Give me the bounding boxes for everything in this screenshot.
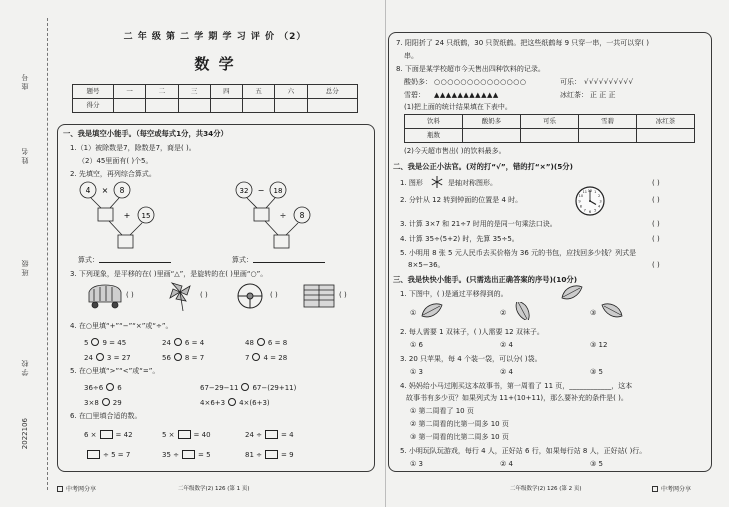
question-6: 6. 在□里填合适的数。 bbox=[70, 412, 142, 420]
seat-number-label: 座号 bbox=[21, 72, 29, 90]
choice-option: ① 第二周看了 10 页 bbox=[410, 407, 474, 415]
q4-item-left: 7 bbox=[245, 354, 250, 362]
q4-item-right: 9 = 45 bbox=[102, 339, 127, 347]
choice-option: ② 4 bbox=[500, 460, 513, 468]
answer-circle bbox=[174, 353, 182, 361]
drink-table-count-row bbox=[405, 129, 695, 143]
score-table-cell: 五 bbox=[243, 85, 275, 99]
clock-image bbox=[574, 185, 606, 217]
score-table-empty-cell bbox=[210, 99, 242, 113]
diagram-left-operator-1: × bbox=[101, 186, 109, 195]
drink-table-cell: 雪碧 bbox=[579, 115, 637, 129]
score-table-empty-cell bbox=[114, 99, 146, 113]
answer-circle bbox=[102, 398, 110, 406]
drink-stat-table bbox=[404, 114, 695, 143]
choice-question-3: 3. 20 只苹果，每 4 个装一袋，可以分( )袋。 bbox=[400, 355, 542, 363]
drink-table-cell: 冰红茶 bbox=[637, 115, 695, 129]
exam-title: 二 年 级 第 二 学 期 学 习 评 价 （2） bbox=[123, 32, 307, 42]
clock-number: 6 bbox=[588, 209, 592, 214]
drink-table-cell: 饮料 bbox=[405, 115, 463, 129]
clock-number: 2 bbox=[597, 194, 601, 199]
q6-item bbox=[84, 450, 130, 459]
question-7-line-2: 串。 bbox=[404, 52, 418, 60]
leaf-option-1-image bbox=[420, 302, 444, 320]
judge-item-5-line-1: 5. 小明用 8 张 5 元人民币去买价格为 36 元的书包，应找回多少钱？列式是 bbox=[400, 249, 637, 257]
score-table bbox=[72, 84, 358, 113]
drink-table-empty-cell bbox=[637, 129, 695, 143]
q5-item-right: 29 bbox=[112, 399, 122, 407]
clock-number: 1 bbox=[594, 190, 597, 195]
q4-item bbox=[245, 338, 287, 347]
q6-item-right: = 9 bbox=[281, 451, 294, 459]
q4-item-left: 5 bbox=[84, 339, 89, 347]
question-1-part-1: 1.（1）被除数是7，除数是7，商是( )。 bbox=[70, 144, 196, 152]
diagram-left-number-a: 4 bbox=[85, 186, 91, 195]
q4-item-left: 24 bbox=[162, 339, 171, 347]
q5-item-left: 3×8 bbox=[84, 399, 99, 407]
q4-item bbox=[245, 353, 287, 362]
choice-question-4-line-1: 4. 妈妈给小马过刚买这本故事书，第一周看了 11 页，____________，这本 bbox=[400, 382, 633, 390]
drink-table-cell: 酸奶多 bbox=[463, 115, 521, 129]
formula-left bbox=[78, 256, 171, 264]
tally-label: 冰红茶： bbox=[560, 91, 588, 99]
choice-option: ① 6 bbox=[410, 341, 423, 349]
choice-option: ③ 12 bbox=[590, 341, 608, 349]
q3-answer-blank: ( ) bbox=[270, 291, 278, 299]
seal-line bbox=[47, 18, 48, 490]
formula-right bbox=[232, 256, 325, 264]
drink-table-empty-cell bbox=[521, 129, 579, 143]
q6-item bbox=[245, 430, 294, 439]
score-table-cell: 总分 bbox=[307, 85, 358, 99]
choice-option: ③ 5 bbox=[590, 460, 603, 468]
drink-table-cell: 瓶数 bbox=[405, 129, 463, 143]
score-table-empty-cell bbox=[146, 99, 178, 113]
choice-question-4-line-2: 故事书有多少页？如果列式为 11+(10+11)，那么要补充的条件是( )。 bbox=[406, 394, 628, 402]
formula-label: 算式： bbox=[78, 256, 99, 264]
page-fold-divider bbox=[385, 0, 386, 507]
q5-item-left: 36÷6 bbox=[84, 384, 104, 392]
q5-item bbox=[84, 383, 122, 392]
judge-answer-blank: ( ) bbox=[652, 179, 660, 187]
q6-item-left: 6 × bbox=[84, 431, 97, 439]
tag-box-icon bbox=[57, 486, 63, 492]
drink-table-empty-cell bbox=[463, 129, 521, 143]
q3-answer-blank: ( ) bbox=[339, 291, 347, 299]
tally-label: 雪碧： bbox=[404, 91, 425, 99]
footer-right-tag bbox=[652, 486, 691, 493]
q6-item-right: = 4 bbox=[281, 431, 294, 439]
choice-option: ③ 第一周看的比第二周多 10 页 bbox=[410, 433, 509, 441]
question-5: 5. 在○里填“>”“<”或“=”。 bbox=[70, 367, 160, 375]
answer-circle bbox=[91, 338, 99, 346]
question-8: 8. 下面是某学校超市今天售出四种饮料的记录。 bbox=[396, 65, 545, 73]
score-table-empty-cell bbox=[275, 99, 307, 113]
question-7-line-1: 7. 阳阳折了 24 只纸鹤，30 只贺纸鹤。把这些纸鹤每 9 只穿一串，一共可以穿( ) bbox=[396, 39, 649, 47]
answer-circle bbox=[241, 383, 249, 391]
answer-circle bbox=[96, 353, 104, 361]
q3-answer-blank: ( ) bbox=[126, 291, 134, 299]
q4-item bbox=[84, 353, 131, 362]
answer-box bbox=[87, 450, 100, 459]
footer-page-1-label: 二年级数学(2) 126 (第 1 页) bbox=[178, 486, 250, 492]
answer-circle bbox=[257, 338, 265, 346]
q5-item bbox=[200, 398, 270, 407]
q4-item bbox=[84, 338, 126, 347]
answer-circle bbox=[106, 383, 114, 391]
q4-item-right: 6 = 8 bbox=[267, 339, 288, 347]
clock-number: 8 bbox=[579, 204, 583, 209]
tally-label: 可乐： bbox=[560, 78, 581, 86]
answer-box bbox=[100, 430, 113, 439]
footer-right-tag-text: 中考网分享 bbox=[661, 486, 692, 493]
footer-left-tag bbox=[57, 486, 96, 493]
q6-item bbox=[162, 450, 211, 459]
q6-item bbox=[162, 430, 211, 439]
answer-line bbox=[253, 256, 325, 263]
question-2: 2. 先填空，再列综合算式。 bbox=[70, 170, 156, 178]
tag-box-icon bbox=[652, 486, 658, 492]
exam-code: 2022106 bbox=[21, 418, 29, 450]
answer-line bbox=[99, 256, 171, 263]
steering-wheel-image bbox=[232, 281, 268, 311]
judge-item-5-line-2: 8×5−36。 bbox=[408, 261, 445, 269]
q4-item-right: 6 = 4 bbox=[184, 339, 205, 347]
choice-option: ② bbox=[500, 309, 507, 317]
school-label: 学校 bbox=[21, 358, 29, 376]
q4-item-right: 4 = 28 bbox=[263, 354, 288, 362]
q6-item bbox=[84, 430, 133, 439]
question-8-part-1: (1)把上面的统计结果填在下表中。 bbox=[404, 103, 512, 111]
diagram-left-number-c: 15 bbox=[141, 212, 151, 220]
q5-item-left: 67−29−11 bbox=[200, 384, 239, 392]
clock-number: 4 bbox=[597, 204, 601, 209]
q6-item-left: 24 ÷ bbox=[245, 431, 262, 439]
name-label: 姓名 bbox=[21, 146, 29, 164]
q6-item-right: ÷ 5 = 7 bbox=[103, 451, 131, 459]
tally-label: 酸奶多： bbox=[404, 78, 432, 86]
formula-label: 算式： bbox=[232, 256, 253, 264]
question-8-part-2: (2)今天超市售出( )的饮料最多。 bbox=[404, 147, 506, 155]
subject-title: 数 学 bbox=[194, 55, 236, 73]
choice-question-5: 5. 小明玩队玩游戏，每行 4 人，正好站 6 行，如果每行站 8 人，正好站( )行。 bbox=[400, 447, 647, 455]
q6-item-right: = 5 bbox=[198, 451, 211, 459]
score-table-cell: 二 bbox=[146, 85, 178, 99]
pinwheel-image bbox=[162, 280, 198, 312]
score-table-cell: 四 bbox=[210, 85, 242, 99]
q6-item-left: 35 ÷ bbox=[162, 451, 179, 459]
judge-answer-blank: ( ) bbox=[652, 220, 660, 228]
section-3-heading: 三、我是快快小能手。(只需选出正确答案的序号)(10分) bbox=[393, 275, 578, 284]
footer-page-2-label: 二年级数学(2) 126 (第 2 页) bbox=[510, 486, 582, 492]
answer-box bbox=[265, 450, 278, 459]
judge-answer-blank: ( ) bbox=[652, 261, 660, 269]
question-1-part-2: （2）45里面有( )个5。 bbox=[78, 157, 153, 165]
choice-question-2: 2. 每人需要 1 双袜子，( )人需要 12 双袜子。 bbox=[400, 328, 544, 336]
choice-option: ② 第二周看的比第一周多 10 页 bbox=[410, 420, 509, 428]
choice-option: ② 4 bbox=[500, 368, 513, 376]
leaf-option-2-image bbox=[510, 302, 534, 320]
answer-box bbox=[265, 430, 278, 439]
q6-item-left: 81 ÷ bbox=[245, 451, 262, 459]
q6-item bbox=[245, 450, 294, 459]
score-table-cell: 得分 bbox=[73, 99, 114, 113]
class-label: 班级 bbox=[21, 258, 29, 276]
score-table-empty-cell bbox=[307, 99, 358, 113]
q6-item-right: = 40 bbox=[193, 431, 211, 439]
answer-circle bbox=[174, 338, 182, 346]
clock-number: 11 bbox=[582, 190, 588, 195]
clock-number: 10 bbox=[578, 194, 584, 199]
q5-item bbox=[200, 383, 296, 392]
q5-item-right: 4×(6+3) bbox=[239, 399, 270, 407]
score-table-empty-cell bbox=[243, 99, 275, 113]
q3-answer-blank: ( ) bbox=[200, 291, 208, 299]
q4-item-right: 3 = 27 bbox=[106, 354, 131, 362]
diagram-right-number-b: 18 bbox=[273, 187, 283, 195]
drink-table-empty-cell bbox=[579, 129, 637, 143]
q6-item-left: 5 × bbox=[162, 431, 175, 439]
clock-number: 5 bbox=[594, 208, 597, 213]
judge-item-1-suffix: 是轴对称图形。 bbox=[448, 179, 497, 187]
question-3: 3. 下列现象，是平移的在( )里画“△”，是旋转的在( )里画“○”。 bbox=[70, 270, 268, 278]
section-2-heading: 二、我是公正小法官。(对的打“√”，错的打“×”)(5分) bbox=[393, 162, 573, 171]
judge-item-4: 4. 计算 35÷(5+2) 时，先算 35÷5。 bbox=[400, 235, 519, 243]
tally-marks-iced-tea: 正 正 正 bbox=[590, 91, 616, 99]
q4-item bbox=[162, 353, 204, 362]
leaf-original-image bbox=[560, 284, 584, 302]
answer-box bbox=[178, 430, 191, 439]
score-table-header-row bbox=[73, 85, 358, 99]
answer-circle bbox=[228, 398, 236, 406]
q6-item-right: = 42 bbox=[115, 431, 133, 439]
q5-item-left: 4×6+3 bbox=[200, 399, 226, 407]
snowflake-icon bbox=[430, 175, 444, 189]
calc-diagram-left bbox=[72, 180, 192, 252]
diagram-right-operator-2: ÷ bbox=[279, 211, 287, 220]
diagram-right-number-a: 32 bbox=[239, 187, 249, 195]
clock-number: 12 bbox=[587, 188, 593, 193]
clock-number: 9 bbox=[578, 199, 581, 204]
diagram-left-operator-2: + bbox=[123, 211, 131, 220]
choice-option: ① 3 bbox=[410, 460, 423, 468]
judge-answer-blank: ( ) bbox=[652, 235, 660, 243]
score-table-cell: 三 bbox=[178, 85, 210, 99]
judge-item-1-prefix: 1. 图形 bbox=[400, 179, 423, 187]
diagram-right-number-c: 8 bbox=[299, 211, 305, 220]
q5-item-right: 6 bbox=[117, 384, 122, 392]
q4-item-left: 48 bbox=[245, 339, 254, 347]
answer-circle bbox=[252, 353, 260, 361]
footer-left-tag-text: 中考网分享 bbox=[66, 486, 97, 493]
diagram-left-number-b: 8 bbox=[119, 186, 125, 195]
choice-question-1: 1. 下图中，( )是通过平移得到的。 bbox=[400, 290, 508, 298]
clock-number: 7 bbox=[583, 208, 586, 213]
section-1-heading: 一、我是填空小能手。（每空或每式1分，共34分） bbox=[63, 129, 228, 138]
choice-option: ① 3 bbox=[410, 368, 423, 376]
cable-car-image bbox=[86, 282, 124, 310]
score-table-score-row bbox=[73, 99, 358, 113]
choice-option: ② 4 bbox=[500, 341, 513, 349]
drink-table-cell: 可乐 bbox=[521, 115, 579, 129]
tally-marks-sprite: ▲▲▲▲▲▲▲▲▲▲▲ bbox=[434, 91, 499, 99]
choice-option: ③ 5 bbox=[590, 368, 603, 376]
score-table-cell: 题号 bbox=[73, 85, 114, 99]
tally-marks-yogurt: ○○○○○○○○○○○○○○ bbox=[434, 78, 527, 86]
q4-item-right: 8 = 7 bbox=[184, 354, 205, 362]
choice-option: ① bbox=[410, 309, 417, 317]
leaf-option-3-image bbox=[600, 302, 624, 320]
score-table-cell: 一 bbox=[114, 85, 146, 99]
q5-item bbox=[84, 398, 122, 407]
judge-item-3: 3. 计算 3×7 和 21÷7 时用的是同一句乘法口诀。 bbox=[400, 220, 557, 228]
tally-marks-cola: √√√√√√√√√√ bbox=[584, 78, 634, 86]
calc-diagram-right bbox=[228, 180, 348, 252]
q4-item-left: 24 bbox=[84, 354, 93, 362]
judge-answer-blank: ( ) bbox=[652, 196, 660, 204]
sliding-window-image bbox=[300, 282, 338, 310]
diagram-right-operator-1: − bbox=[257, 186, 265, 195]
question-4: 4. 在○里填“+”“−”“×”或“÷”。 bbox=[70, 322, 173, 330]
score-table-empty-cell bbox=[178, 99, 210, 113]
judge-item-1 bbox=[400, 180, 423, 187]
judge-item-2: 2. 分针从 12 转到钟面的位置是 4 时。 bbox=[400, 196, 523, 204]
answer-box bbox=[182, 450, 195, 459]
q5-item-right: 67−(29+11) bbox=[252, 384, 297, 392]
q4-item bbox=[162, 338, 204, 347]
drink-table-header-row bbox=[405, 115, 695, 129]
choice-option: ③ bbox=[590, 309, 597, 317]
score-table-cell: 六 bbox=[275, 85, 307, 99]
clock-number: 3 bbox=[599, 199, 602, 204]
q4-item-left: 56 bbox=[162, 354, 171, 362]
